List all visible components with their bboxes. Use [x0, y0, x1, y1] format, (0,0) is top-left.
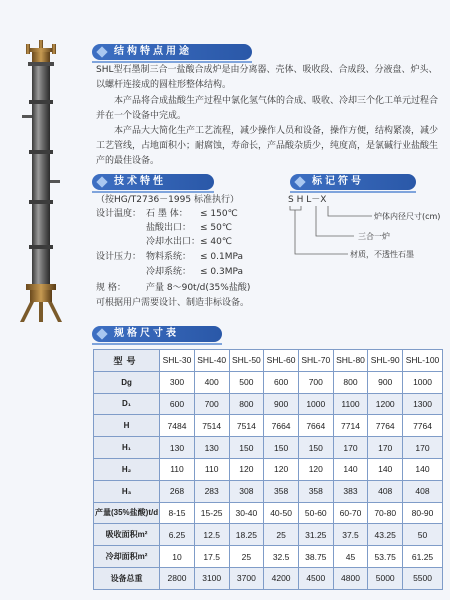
- table-cell: 70-80: [368, 502, 403, 524]
- table-cell: 53.75: [368, 546, 403, 568]
- model-header: SHL-70: [298, 350, 333, 372]
- features-paragraph-3: 本产品大大简化生产工艺流程，减少操作人员和设备，操作方便，结构紧凑，减少工艺管线，占地面积小；耐腐蚀，寿命长，产品酸杂质少，纯度高，是氯碱行业盐酸生产的最佳设备。: [96, 126, 439, 166]
- model-header: SHL-80: [333, 350, 368, 372]
- table-row: [94, 458, 443, 480]
- model-header: SHL-30: [160, 350, 195, 372]
- table-cell: 120: [264, 458, 299, 480]
- table-cell: 130: [160, 437, 195, 459]
- table-cell: 110: [194, 458, 229, 480]
- table-cell: 5500: [403, 567, 443, 589]
- table-cell: 7514: [229, 415, 264, 437]
- acid-outlet-label: 盐酸出口：: [146, 223, 192, 233]
- row-label: Dg: [94, 371, 160, 393]
- table-cell: 800: [229, 393, 264, 415]
- table-cell: 4800: [333, 567, 368, 589]
- table-cell: 140: [333, 458, 368, 480]
- table-cell: 1300: [403, 393, 443, 415]
- row-label: H₁: [94, 437, 160, 459]
- table-cell: 30-40: [229, 502, 264, 524]
- table-cell: 15-25: [194, 502, 229, 524]
- features-section-title: 结构特点用途: [92, 44, 252, 60]
- spec-table-header-row: [94, 350, 443, 372]
- cooling-sys-label: 冷却系统：: [146, 267, 192, 277]
- table-cell: 110: [160, 458, 195, 480]
- spec-table: [93, 349, 443, 590]
- row-label: 吸收面积m²: [94, 524, 160, 546]
- table-cell: 500: [229, 371, 264, 393]
- features-paragraph-2: 本产品将合成盐酸生产过程中氯化氢气体的合成、吸收、冷却三个化工单元过程合并在一个设备中完成。: [96, 96, 439, 121]
- row-label: D₁: [94, 393, 160, 415]
- symbol-section-title: 标记符号: [290, 174, 416, 190]
- table-cell: 18.25: [229, 524, 264, 546]
- table-row: [94, 546, 443, 568]
- table-cell: 268: [160, 480, 195, 502]
- table-cell: 1200: [368, 393, 403, 415]
- table-cell: 12.5: [194, 524, 229, 546]
- table-cell: 383: [333, 480, 368, 502]
- table-cell: 40-50: [264, 502, 299, 524]
- table-cell: 17.5: [194, 546, 229, 568]
- design-temp-label: 设计温度：: [96, 209, 142, 219]
- table-cell: 900: [368, 371, 403, 393]
- table-cell: 150: [229, 437, 264, 459]
- table-cell: 50: [403, 524, 443, 546]
- table-cell: 300: [160, 371, 195, 393]
- symbol-diagram: [288, 194, 448, 274]
- table-cell: 7664: [264, 415, 299, 437]
- material-label: 物料系统：: [146, 252, 192, 262]
- table-cell: 358: [298, 480, 333, 502]
- table-cell: 25: [229, 546, 264, 568]
- table-cell: 600: [160, 393, 195, 415]
- reactor-illustration: [12, 40, 72, 322]
- table-cell: 600: [264, 371, 299, 393]
- graphite-value: ≤ 150℃: [200, 209, 238, 219]
- symbol-code: S H L－X: [288, 195, 327, 205]
- table-cell: 4500: [298, 567, 333, 589]
- tech-section-title: 技术特性: [92, 174, 214, 190]
- features-paragraph-1: SHL型石墨制三合一盐酸合成炉是由分离器、壳体、吸收段、合成段、分液盘、炉头、以螺杆连接成的圆柱形整体结构。: [96, 65, 438, 90]
- table-cell: 5000: [368, 567, 403, 589]
- table-row: [94, 393, 443, 415]
- table-cell: 3100: [194, 567, 229, 589]
- table-cell: 900: [264, 393, 299, 415]
- table-row: [94, 502, 443, 524]
- table-row: [94, 567, 443, 589]
- table-cell: 7714: [333, 415, 368, 437]
- row-label: 设备总重: [94, 567, 160, 589]
- table-cell: 7764: [368, 415, 403, 437]
- symbol-inner-diameter: 炉体内径尺寸(cm): [374, 212, 441, 221]
- table-cell: 4200: [264, 567, 299, 589]
- table-cell: 358: [264, 480, 299, 502]
- table-cell: 120: [298, 458, 333, 480]
- table-cell: 25: [264, 524, 299, 546]
- table-cell: 130: [194, 437, 229, 459]
- table-cell: 1000: [403, 371, 443, 393]
- spec-table-header-label: 型号: [94, 350, 160, 372]
- table-cell: 7484: [160, 415, 195, 437]
- row-label: H₃: [94, 480, 160, 502]
- table-cell: 38.75: [298, 546, 333, 568]
- table-cell: 45: [333, 546, 368, 568]
- table-cell: 150: [298, 437, 333, 459]
- cooling-sys-value: ≤ 0.3MPa: [200, 267, 244, 277]
- table-cell: 408: [368, 480, 403, 502]
- model-header: SHL-60: [264, 350, 299, 372]
- table-cell: 150: [264, 437, 299, 459]
- table-cell: 31.25: [298, 524, 333, 546]
- spec-value: 产量 8～90t/d(35%盐酸): [146, 283, 251, 293]
- spec-section-title: 规格尺寸表: [92, 326, 222, 342]
- table-cell: 1100: [333, 393, 368, 415]
- table-cell: 50-60: [298, 502, 333, 524]
- table-cell: 1000: [298, 393, 333, 415]
- table-cell: 170: [333, 437, 368, 459]
- table-row: [94, 371, 443, 393]
- table-cell: 80-90: [403, 502, 443, 524]
- table-cell: 408: [403, 480, 443, 502]
- table-cell: 37.5: [333, 524, 368, 546]
- table-cell: 43.25: [368, 524, 403, 546]
- table-row: [94, 480, 443, 502]
- model-header: SHL-100: [403, 350, 443, 372]
- table-cell: 283: [194, 480, 229, 502]
- table-cell: 61.25: [403, 546, 443, 568]
- table-cell: 700: [194, 393, 229, 415]
- table-cell: 8-15: [160, 502, 195, 524]
- table-cell: 3700: [229, 567, 264, 589]
- acid-outlet-value: ≤ 50℃: [200, 223, 232, 233]
- table-cell: 2800: [160, 567, 195, 589]
- table-cell: 7514: [194, 415, 229, 437]
- graphite-label: 石 墨 体：: [146, 209, 188, 219]
- table-cell: 6.25: [160, 524, 195, 546]
- table-cell: 170: [368, 437, 403, 459]
- custom-design-note: 可根据用户需要设计、制造非标设备。: [96, 298, 250, 308]
- table-row: [94, 415, 443, 437]
- table-row: [94, 437, 443, 459]
- table-cell: 60-70: [333, 502, 368, 524]
- design-pressure-label: 设计压力：: [96, 252, 142, 262]
- table-row: [94, 524, 443, 546]
- row-label: H: [94, 415, 160, 437]
- row-label: H₂: [94, 458, 160, 480]
- table-cell: 800: [333, 371, 368, 393]
- table-cell: 32.5: [264, 546, 299, 568]
- table-cell: 7764: [403, 415, 443, 437]
- cooling-outlet-label: 冷却水出口：: [146, 237, 201, 247]
- row-label: 冷却面积m²: [94, 546, 160, 568]
- table-cell: 170: [403, 437, 443, 459]
- table-cell: 140: [403, 458, 443, 480]
- table-cell: 140: [368, 458, 403, 480]
- model-header: SHL-40: [194, 350, 229, 372]
- table-cell: 400: [194, 371, 229, 393]
- symbol-three-in-one: 三合一炉: [358, 232, 390, 241]
- table-cell: 120: [229, 458, 264, 480]
- row-label: 产量(35%盐酸)t/d: [94, 502, 160, 524]
- table-cell: 10: [160, 546, 195, 568]
- cooling-outlet-value: ≤ 40℃: [200, 237, 232, 247]
- spec-label: 规 格：: [96, 283, 126, 293]
- model-header: SHL-50: [229, 350, 264, 372]
- tech-standard: （按HG/T2736－1995 标准执行）: [96, 195, 239, 205]
- table-cell: 7664: [298, 415, 333, 437]
- model-header: SHL-90: [368, 350, 403, 372]
- material-value: ≤ 0.1MPa: [200, 252, 244, 262]
- table-cell: 700: [298, 371, 333, 393]
- table-cell: 308: [229, 480, 264, 502]
- symbol-material: 材质，不透性石墨: [350, 250, 414, 259]
